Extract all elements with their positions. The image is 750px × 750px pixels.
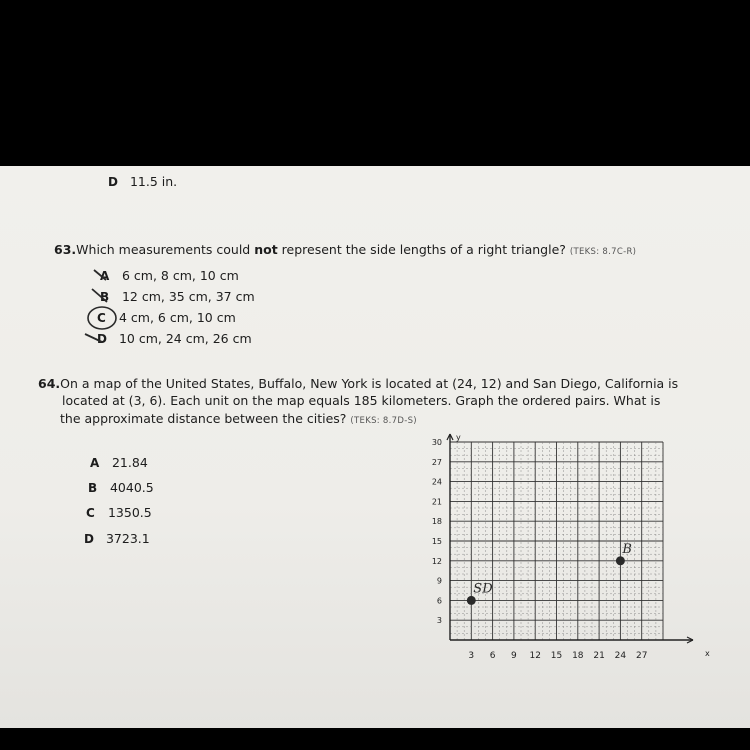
x-tick-label: 12 bbox=[529, 651, 541, 661]
q64-option-b[interactable] bbox=[88, 480, 154, 495]
question-63-stem bbox=[54, 242, 636, 257]
q64-option-b-text: 4040.5 bbox=[109, 480, 154, 495]
y-tick-label: 18 bbox=[431, 517, 442, 527]
x-tick-label: 24 bbox=[614, 651, 627, 661]
q63-option-c-text: 4 cm, 6 cm, 10 cm bbox=[118, 310, 236, 325]
x-tick-label: 27 bbox=[635, 651, 648, 661]
question-63-text-before: Which measurements could bbox=[76, 242, 255, 257]
q63-option-c-letter: C bbox=[97, 311, 106, 325]
y-tick-label: 3 bbox=[436, 616, 442, 626]
x-tick-label: 15 bbox=[550, 651, 563, 661]
x-axis-label: x bbox=[705, 649, 710, 658]
q63-option-d-text: 10 cm, 24 cm, 26 cm bbox=[118, 331, 252, 346]
y-tick-label: 9 bbox=[436, 576, 442, 586]
x-tick-label: 21 bbox=[593, 651, 605, 661]
q64-option-d-letter: D bbox=[84, 532, 94, 546]
plotted-point bbox=[616, 556, 625, 565]
q63-option-a-letter: A bbox=[100, 269, 110, 283]
q64-option-d[interactable] bbox=[84, 531, 150, 546]
question-64-text-line1: On a map of the United States, Buffalo, New York is located at (24, 12) and San Diego, California is bbox=[60, 376, 679, 391]
x-tick-label: 9 bbox=[511, 651, 517, 661]
q64-option-c[interactable] bbox=[86, 505, 152, 520]
question-63-teks: (TEKS: 8.7C-R) bbox=[569, 247, 637, 257]
question-64-text-line3: the approximate distance between the cities? bbox=[60, 411, 347, 426]
worksheet-page bbox=[0, 166, 750, 728]
q63-option-b-text: 12 cm, 35 cm, 37 cm bbox=[121, 289, 255, 304]
x-tick-label: 6 bbox=[489, 651, 496, 661]
question-64-teks: (TEKS: 8.7D-S) bbox=[350, 416, 417, 426]
y-tick-label: 21 bbox=[431, 497, 442, 507]
plotted-point bbox=[467, 596, 476, 605]
coordinate-grid[interactable] bbox=[410, 433, 710, 681]
question-63-text-bold: not bbox=[254, 242, 278, 257]
y-tick-label: 24 bbox=[431, 477, 442, 487]
question-64-line3 bbox=[60, 411, 417, 426]
question-64-number: 64. bbox=[38, 376, 61, 391]
y-tick-label: 15 bbox=[431, 537, 442, 546]
q64-option-b-letter: B bbox=[88, 481, 98, 495]
prev-answer-letter: D bbox=[108, 175, 118, 189]
q63-option-d-letter: D bbox=[97, 332, 107, 346]
q64-option-d-text: 3723.1 bbox=[105, 531, 150, 546]
prev-answer-d bbox=[108, 174, 177, 189]
point-handwritten-label: SD bbox=[473, 581, 493, 597]
y-tick-label: 6 bbox=[436, 596, 442, 606]
q63-pen-marks bbox=[80, 262, 140, 352]
x-tick-label: 18 bbox=[572, 651, 584, 661]
q64-option-a[interactable] bbox=[90, 455, 148, 470]
y-axis-label: y bbox=[456, 433, 461, 442]
x-tick-label: 3 bbox=[468, 651, 475, 661]
q63-option-a-text: 6 cm, 8 cm, 10 cm bbox=[121, 268, 239, 283]
point-handwritten-label: B bbox=[622, 541, 632, 557]
y-tick-label: 12 bbox=[431, 556, 442, 566]
q63-option-b-letter: B bbox=[100, 290, 110, 304]
question-63-text-after: represent the side lengths of a right triangle? bbox=[277, 242, 566, 257]
prev-answer-text: 11.5 in. bbox=[129, 174, 178, 189]
y-tick-label: 27 bbox=[431, 457, 442, 467]
strike-mark-b bbox=[92, 289, 107, 302]
question-64-line2: located at (3, 6). Each unit on the map equals 185 kilometers. Graph the ordered pairs. What is bbox=[62, 393, 661, 408]
question-63-number: 63. bbox=[54, 242, 77, 257]
q64-option-c-text: 1350.5 bbox=[107, 505, 152, 520]
q64-option-a-letter: A bbox=[90, 456, 100, 470]
q64-option-a-text: 21.84 bbox=[111, 455, 148, 470]
y-tick-label: 30 bbox=[431, 438, 442, 447]
q64-option-c-letter: C bbox=[86, 506, 95, 520]
strike-mark-a bbox=[94, 270, 106, 280]
circle-mark-c bbox=[88, 307, 116, 329]
strike-mark-d bbox=[85, 334, 102, 342]
question-64-line1 bbox=[38, 376, 678, 391]
